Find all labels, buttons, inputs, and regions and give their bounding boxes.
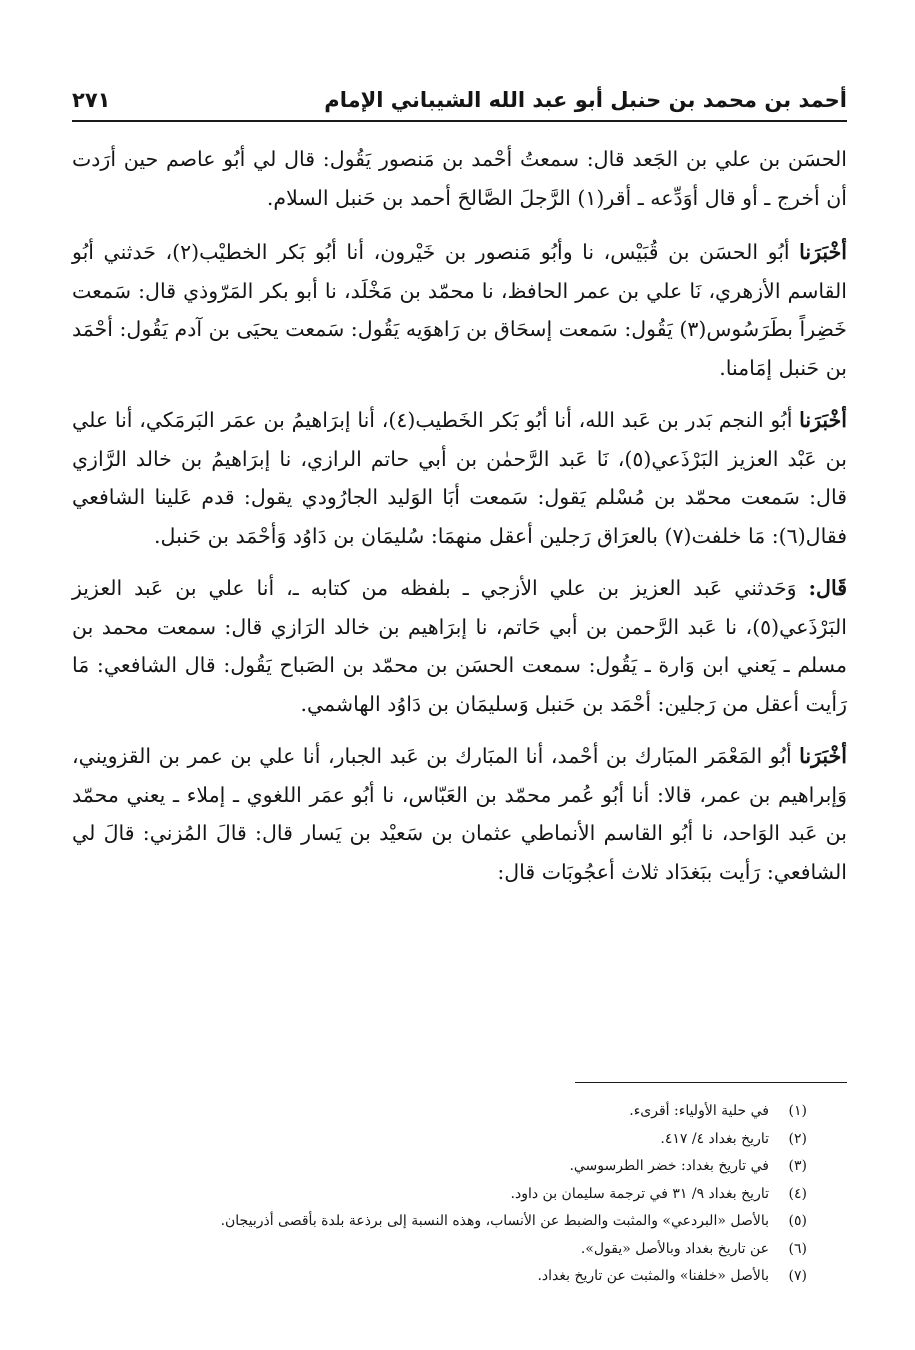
paragraph-2 xyxy=(72,233,847,387)
footnote-text: في تاريخ بغداد: خضر الطرسوسي. xyxy=(569,1158,769,1174)
footnote-3 xyxy=(72,1153,807,1181)
paragraph-3 xyxy=(72,401,847,555)
paragraph-4 xyxy=(72,569,847,723)
footnote-number: (٥) xyxy=(788,1213,807,1229)
footnote-number: (٢) xyxy=(788,1130,807,1147)
footnote-4 xyxy=(72,1181,807,1209)
footnote-divider xyxy=(575,1082,847,1083)
paragraph-text: أبُو المَعْمَر المبَارك بن أحْمد، أنا المبَارك بن عَبد الجبار، أنا علي بن عمر بن القزويني، وَإبراهيم بن عمر، قالا: أنا أبُو عُمر محمّد بن العَبّاس، نا أبُو عمَر اللغوي ـ إملاء ـ يعني محمّد بن عَبد الوَاحد، نا أبُو القاسم الأنماطي عثمان بن سَعيْد بن يَسار قال: قالَ المُزني: قالَ لي الشافعي: رَأيت ببَغدَاد ثلاث أعجُوبَات قال: xyxy=(72,744,847,884)
paragraph-lead-word: أخْبَرَنا xyxy=(799,240,847,264)
footnote-text: في حلية الأولياء: أقرىء. xyxy=(629,1103,769,1119)
paragraph-text: أبُو النجم بَدر بن عَبد الله، أنا أبُو بَكر الخَطيب(٤)، أنا إبرَاهيمُ بن عمَر البَرمَكي، أنا علي بن عَبْد العزيز البَرْذَعي(٥)، نَا عَبد الرَّحمٰن بن أبي حاتم الرازي، نا إبرَاهيمُ بن خالد الرَّازي قال: سَمعت محمّد بن مُسْلم يَقول: سَمعت أبَا الوَليد الجارُودي يقول: قدم عَلينا الشافعي فقال(٦): مَا خلفت(٧) بالعرَاق رَجلين أعقل منهمَا: سُليمَان بن دَاوُد وَأحْمَد بن حَنبل. xyxy=(72,408,847,548)
footnote-text: تاريخ بغداد ٤/ ٤١٧. xyxy=(660,1130,769,1147)
footnote-number: (٤) xyxy=(788,1185,807,1202)
paragraph-lead-word: أخْبَرَنا xyxy=(799,408,847,432)
paragraph-1 xyxy=(72,140,847,217)
footnote-number: (٣) xyxy=(788,1158,807,1174)
footnote-6 xyxy=(72,1236,807,1264)
footnote-5 xyxy=(72,1208,807,1236)
paragraph-text: أبُو الحسَن بن قُبَيْس، نا وأبُو مَنصور بن خَيْرون، أنا أبُو بَكر الخطيْب(٢)، حَدثني أبُو القاسم الأزهري، نَا علي بن عمر الحافظ، نا محمّد بن مَخْلَد، نا أبو بكر المَرّوذي قال: سَمعت خَضِراً بطَرَسُوس(٣) يَقُول: سَمعت إسحَاق بن رَاهوَيه يَقُول: سَمعت يحيَى بن آدم يَقُول: أحْمَد بن حَنبل إمَامنا. xyxy=(72,240,847,380)
running-title: أحمد بن محمد بن حنبل أبو عبد الله الشيباني الإمام xyxy=(324,88,847,112)
footnote-text: تاريخ بغداد ٩/ ٣١ في ترجمة سليمان بن داود. xyxy=(510,1185,769,1202)
footnote-text: بالأصل «البردعي» والمثبت والضبط عن الأنساب، وهذه النسبة إلى برذعة بلدة بأقصى أذربيجان. xyxy=(220,1213,769,1229)
paragraph-text: الحسَن بن علي بن الجَعد قال: سمعتُ أحْمد بن مَنصور يَقُول: قال لي أبُو عاصم حين أرَدت أن أخرج ـ أو قال أوَدِّعه ـ أقر(١) الرَّجلَ الصَّالحَ أحمد بن حَنبل السلام. xyxy=(72,147,847,210)
page-number: ٢٧١ xyxy=(72,88,111,112)
paragraph-5 xyxy=(72,737,847,891)
header-divider xyxy=(72,120,847,122)
paragraph-lead-word: قَال: xyxy=(808,576,847,600)
footnotes xyxy=(72,1098,807,1291)
footnote-number: (١) xyxy=(788,1103,807,1119)
footnote-number: (٧) xyxy=(788,1268,807,1284)
footnote-number: (٦) xyxy=(788,1240,807,1257)
footnote-2 xyxy=(72,1126,807,1154)
footnote-text: بالأصل «خلفنا» والمثبت عن تاريخ بغداد. xyxy=(537,1268,769,1284)
footnote-text: عن تاريخ بغداد وبالأصل «يقول». xyxy=(580,1240,769,1257)
footnote-1 xyxy=(72,1098,807,1126)
paragraph-lead-word: أخْبَرَنا xyxy=(799,744,847,768)
main-text xyxy=(72,140,847,905)
paragraph-text: وَحَدثني عَبد العزيز بن علي الأزجي ـ بلفظه من كتابه ـ، أنا علي بن عَبد العزيز البَرْذَعي(٥)، نا عَبد الرَّحمن بن أبي حَاتم، نا إبرَاهيم بن خالد الرَازي قال: سمعت محمد بن مسلم ـ يَعني ابن وَارة ـ يَقُول: سمعت الحسَن بن محمّد بن الصَباح يَقُول: قال الشافعي: مَا رَأيت أعقل من رَجلين: أحْمَد بن حَنبل وَسليمَان بن دَاوُد الهاشمي. xyxy=(72,576,847,716)
page-header xyxy=(72,78,847,112)
footnote-7 xyxy=(72,1263,807,1291)
